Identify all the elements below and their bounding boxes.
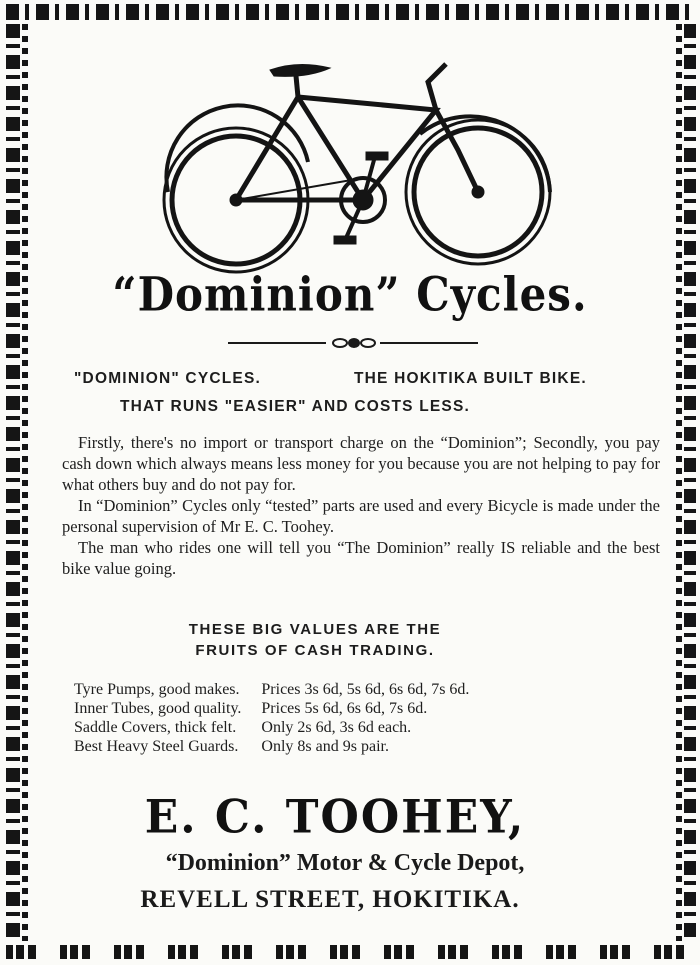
advertisement bbox=[40, 30, 660, 925]
price-item: Inner Tubes, good quality. bbox=[74, 700, 242, 717]
values-heading bbox=[40, 619, 590, 661]
price-value: Only 8s and 9s pair. bbox=[261, 738, 389, 755]
slogan-runs-easier: THAT RUNS "EASIER" AND COSTS LESS. bbox=[120, 398, 471, 415]
body-copy bbox=[62, 432, 660, 579]
price-row bbox=[74, 699, 489, 718]
ornamental-rule-icon bbox=[228, 335, 478, 351]
values-heading-line2: FRUITS OF CASH TRADING. bbox=[195, 642, 435, 659]
paragraph-import-charge: Firstly, there's no import or transport charge on the “Dominion”; Secondly, you pay cash down which always means less money for you because you are not helping to pay for what others buy and do not pay for. bbox=[62, 433, 660, 494]
brand-title: “Dominion” Cycles. bbox=[112, 267, 588, 322]
price-row bbox=[74, 737, 489, 756]
price-row bbox=[74, 680, 489, 699]
decorative-border-top bbox=[6, 4, 694, 20]
price-list bbox=[74, 680, 489, 756]
price-value: Prices 5s 6d, 6s 6d, 7s 6d. bbox=[261, 700, 428, 717]
merchant-name: E. C. TOOHEY, bbox=[144, 790, 526, 845]
price-item: Tyre Pumps, good makes. bbox=[74, 681, 240, 698]
decorative-border-right bbox=[684, 24, 696, 941]
depot-name: “Dominion” Motor & Cycle Depot, bbox=[165, 850, 525, 876]
values-heading-line1: THESE BIG VALUES ARE THE bbox=[188, 621, 442, 638]
slogan-dominion-cycles: "DOMINION" CYCLES. bbox=[74, 370, 261, 387]
price-item: Best Heavy Steel Guards. bbox=[74, 738, 239, 755]
price-item: Saddle Covers, thick felt. bbox=[74, 719, 237, 736]
price-value: Prices 3s 6d, 5s 6d, 6s 6d, 7s 6d. bbox=[261, 681, 470, 698]
paragraph-tested-parts: In “Dominion” Cycles only “tested” parts are used and every Bicycle is made under the personal supervision of Mr E. C. Toohey. bbox=[62, 496, 660, 536]
slogan-hokitika-built: THE HOKITIKA BUILT BIKE. bbox=[354, 370, 587, 387]
price-value: Only 2s 6d, 3s 6d each. bbox=[261, 719, 412, 736]
decorative-border-bottom bbox=[6, 945, 694, 959]
bicycle-illustration-icon bbox=[158, 42, 558, 282]
decorative-border-left bbox=[6, 24, 20, 941]
price-row bbox=[74, 718, 489, 737]
street-address: REVELL STREET, HOKITIKA. bbox=[140, 886, 520, 913]
paragraph-reliable: The man who rides one will tell you “The Dominion” really IS reliable and the best bike value going. bbox=[62, 538, 660, 578]
